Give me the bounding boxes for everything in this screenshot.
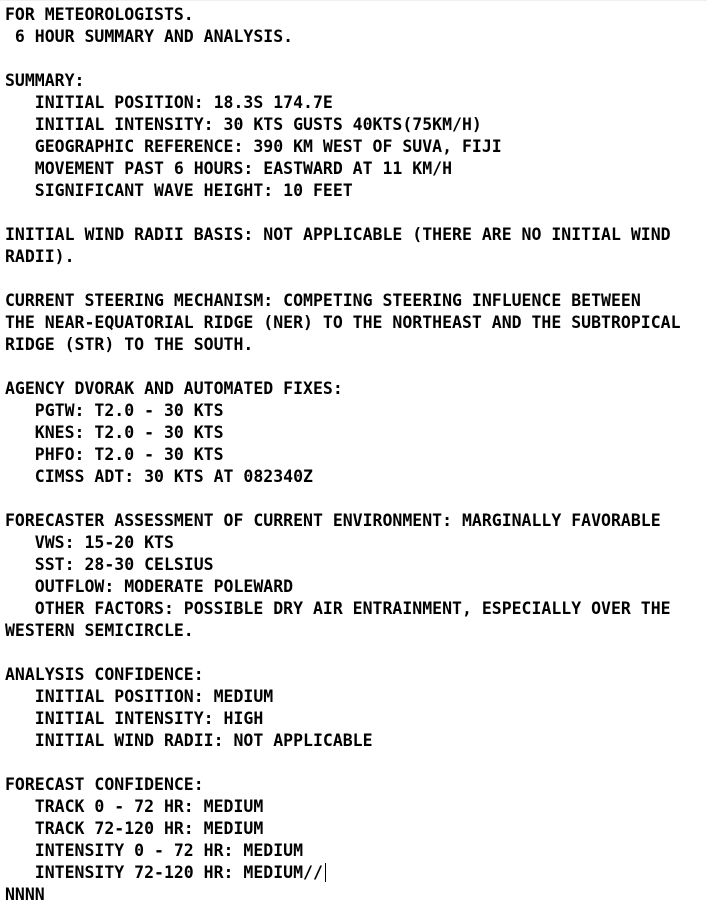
forecast-intensity-0-72: INTENSITY 0 - 72 HR: MEDIUM [5, 841, 304, 860]
blank-line [5, 642, 705, 664]
analysis-initial-wind-radii: INITIAL WIND RADII: NOT APPLICABLE [5, 731, 373, 750]
wind-radii-basis-line: INITIAL WIND RADII BASIS: NOT APPLICABLE (THERE ARE NO INITIAL WIND [5, 225, 671, 244]
analysis-initial-position: INITIAL POSITION: MEDIUM [5, 687, 274, 706]
environment-sst: SST: 28-30 CELSIUS [5, 555, 214, 574]
steering-mechanism-line: THE NEAR-EQUATORIAL RIDGE (NER) TO THE NORTHEAST AND THE SUBTROPICAL [5, 313, 681, 332]
summary-heading: SUMMARY: [5, 71, 85, 90]
environment-other-factors: WESTERN SEMICIRCLE. [5, 621, 194, 640]
forecast-track-0-72: TRACK 0 - 72 HR: MEDIUM [5, 797, 264, 816]
blank-line [5, 356, 705, 378]
blank-line [5, 48, 705, 70]
bulletin-text[interactable] [5, 4, 705, 906]
top-border [0, 0, 707, 1]
environment-vws: VWS: 15-20 KTS [5, 533, 174, 552]
forecast-intensity-72-120: INTENSITY 72-120 HR: MEDIUM// [5, 863, 323, 882]
analysis-confidence-heading: ANALYSIS CONFIDENCE: [5, 665, 204, 684]
fix-pgtw: PGTW: T2.0 - 30 KTS [5, 401, 224, 420]
summary-geographic-reference: GEOGRAPHIC REFERENCE: 390 KM WEST OF SUVA, FIJI [5, 137, 502, 156]
blank-line [5, 752, 705, 774]
fix-cimss-adt: CIMSS ADT: 30 KTS AT 082340Z [5, 467, 313, 486]
steering-mechanism-line: RIDGE (STR) TO THE SOUTH. [5, 335, 254, 354]
forecast-intensity-72-120-row [5, 862, 705, 884]
analysis-initial-intensity: INITIAL INTENSITY: HIGH [5, 709, 264, 728]
end-marker: NNNN [5, 885, 45, 904]
summary-movement: MOVEMENT PAST 6 HOURS: EASTWARD AT 11 KM/H [5, 159, 453, 178]
fix-knes: KNES: T2.0 - 30 KTS [5, 423, 224, 442]
text-cursor [325, 863, 326, 882]
blank-line [5, 488, 705, 510]
environment-other-factors: OTHER FACTORS: POSSIBLE DRY AIR ENTRAINMENT, ESPECIALLY OVER THE [5, 599, 671, 618]
forecast-track-72-120: TRACK 72-120 HR: MEDIUM [5, 819, 264, 838]
forecast-confidence-heading: FORECAST CONFIDENCE: [5, 775, 204, 794]
summary-wave-height: SIGNIFICANT WAVE HEIGHT: 10 FEET [5, 181, 353, 200]
dvorak-fixes-heading: AGENCY DVORAK AND AUTOMATED FIXES: [5, 379, 343, 398]
blank-line [5, 202, 705, 224]
summary-initial-intensity: INITIAL INTENSITY: 30 KTS GUSTS 40KTS(75KM/H) [5, 115, 482, 134]
blank-line [5, 268, 705, 290]
summary-initial-position: INITIAL POSITION: 18.3S 174.7E [5, 93, 333, 112]
environment-heading: FORECASTER ASSESSMENT OF CURRENT ENVIRONMENT: MARGINALLY FAVORABLE [5, 511, 661, 530]
fix-phfo: PHFO: T2.0 - 30 KTS [5, 445, 224, 464]
header-line: FOR METEOROLOGISTS. [5, 5, 194, 24]
wind-radii-basis-line: RADII). [5, 247, 75, 266]
environment-outflow: OUTFLOW: MODERATE POLEWARD [5, 577, 294, 596]
header-subtitle-line: 6 HOUR SUMMARY AND ANALYSIS. [5, 27, 294, 46]
steering-mechanism-line: CURRENT STEERING MECHANISM: COMPETING STEERING INFLUENCE BETWEEN [5, 291, 641, 310]
